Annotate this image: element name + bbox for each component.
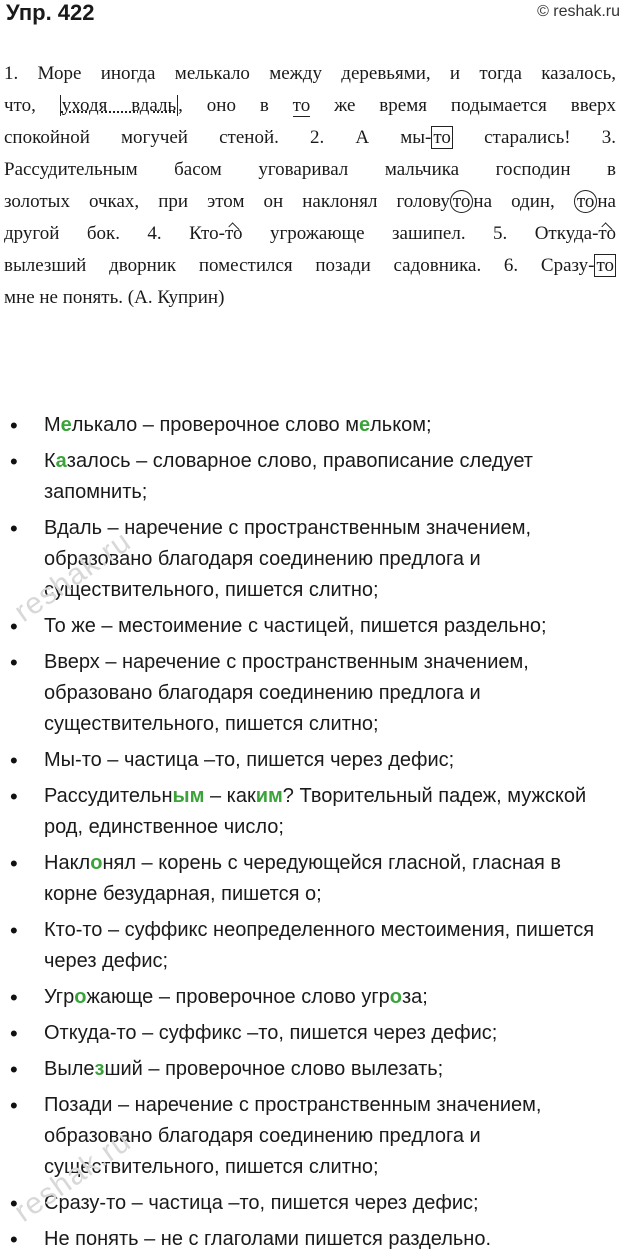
list-item-text: Вверх – наречение с пространственным значением, образовано благодаря соединению предлога и существительного, пишется слитно; [44,651,529,735]
conjunction-circle: то [450,190,474,213]
exercise-line-5: золотых очках, при этом он наклонял голову то на один, то на [4,191,616,212]
list-item-text: за; [401,986,428,1008]
conjunction-circle: то [574,190,598,213]
list-item-text: ? Творительный падеж, мужской род, единственное число; [44,785,587,838]
list-item [0,1018,628,1049]
list-item-text: Не понять – не с глаголами пишется раздельно. [44,1228,492,1250]
highlighted-letter: е [358,414,371,436]
list-item-text: Рассудительн [44,785,173,807]
list-item-text: жающе – проверочное слово угр [86,986,390,1008]
list-item-text: Сразу-то – частица –то, пишется через дефис; [44,1192,479,1214]
site-credit: © reshak.ru [537,3,620,20]
pronoun-to-mark: то [292,95,311,116]
exercise-line-6: другой бок. 4. Кто-то угрожающе зашипел. 5. Откуда-то [4,223,616,244]
list-item-text: К [44,450,56,472]
list-item-text: нял – корень с чередующейся гласной, гласная в корне безударная, пишется о; [44,852,562,905]
page-header [0,0,628,34]
exercise-line-3: спокойной могучей стеной. 2. А мы- то старались! 3. [4,127,616,148]
list-item [0,611,628,642]
list-item-text: – как [204,785,256,807]
list-item [0,647,628,740]
exercise-title: Упр. 422 [6,0,95,25]
list-item [0,745,628,776]
list-item-text: М [44,414,61,436]
highlighted-letter: з [94,1058,105,1080]
list-item [0,410,628,441]
explanation-list [0,410,628,1260]
list-item-text: Выле [44,1058,95,1080]
highlighted-letter: им [255,785,283,807]
exercise-line-4: Рассудительным басом уговаривал мальчика господин в [4,159,616,180]
list-item-text: Мы-то – частица –то, пишется через дефис; [44,749,455,771]
list-item-text: лькало – проверочное слово м [71,414,359,436]
list-item [0,848,628,910]
list-item [0,446,628,508]
list-item-text: Позади – наречение с пространственным значением, образовано благодаря соединению предлога и существительного, пишется слитно; [44,1094,542,1178]
list-item [0,1188,628,1219]
list-item-text: То же – местоимение с частицей, пишется раздельно; [44,615,547,637]
list-item-text: Накл [44,852,91,874]
highlighted-letter: а [55,450,67,472]
particle-box: то [433,127,451,148]
watermark: reshak.ru [8,1124,138,1229]
list-item [0,982,628,1013]
particle-box: то [596,255,614,276]
highlighted-letter: о [74,986,87,1008]
list-item-text: Откуда-то – суффикс –то, пишется через дефис; [44,1022,498,1044]
list-item [0,915,628,977]
list-item-text: Вдаль – наречение с пространственным значением, образовано благодаря соединению предлога и существительного, пишется слитно; [44,517,532,601]
exercise-line-2: что, уходя вдаль , оно в то же время подымается вверх [4,95,616,116]
list-item-text: льком; [370,414,432,436]
list-item [0,1054,628,1085]
list-item-text: залось – словарное слово, правописание следует запомнить; [44,450,533,503]
exercise-line-7: вылезший дворник поместился позади садовника. 6. Сразу- то [4,255,614,276]
highlighted-letter: ым [172,785,205,807]
highlighted-letter: о [389,986,402,1008]
list-item-text: ший – проверочное слово вылезать; [104,1058,444,1080]
exercise-line-8: мне не понять. (А. Куприн) [4,287,225,308]
suffix-mark: то [224,223,243,244]
list-item-text: Кто-то – суффикс неопределенного местоимения, пишется через дефис; [44,919,595,972]
participle-phrase-mark: уходя вдаль [61,95,177,116]
suffix-mark: то [598,223,616,244]
list-item [0,781,628,843]
highlighted-letter: е [60,414,72,436]
highlighted-letter: о [90,852,103,874]
list-item [0,1224,628,1255]
list-item-text: Угр [44,986,75,1008]
exercise-text [4,58,616,314]
watermark: reshak.ru [8,524,138,629]
exercise-line-1: 1. Море иногда мелькало между деревьями, и тогда казалось, [4,63,616,84]
